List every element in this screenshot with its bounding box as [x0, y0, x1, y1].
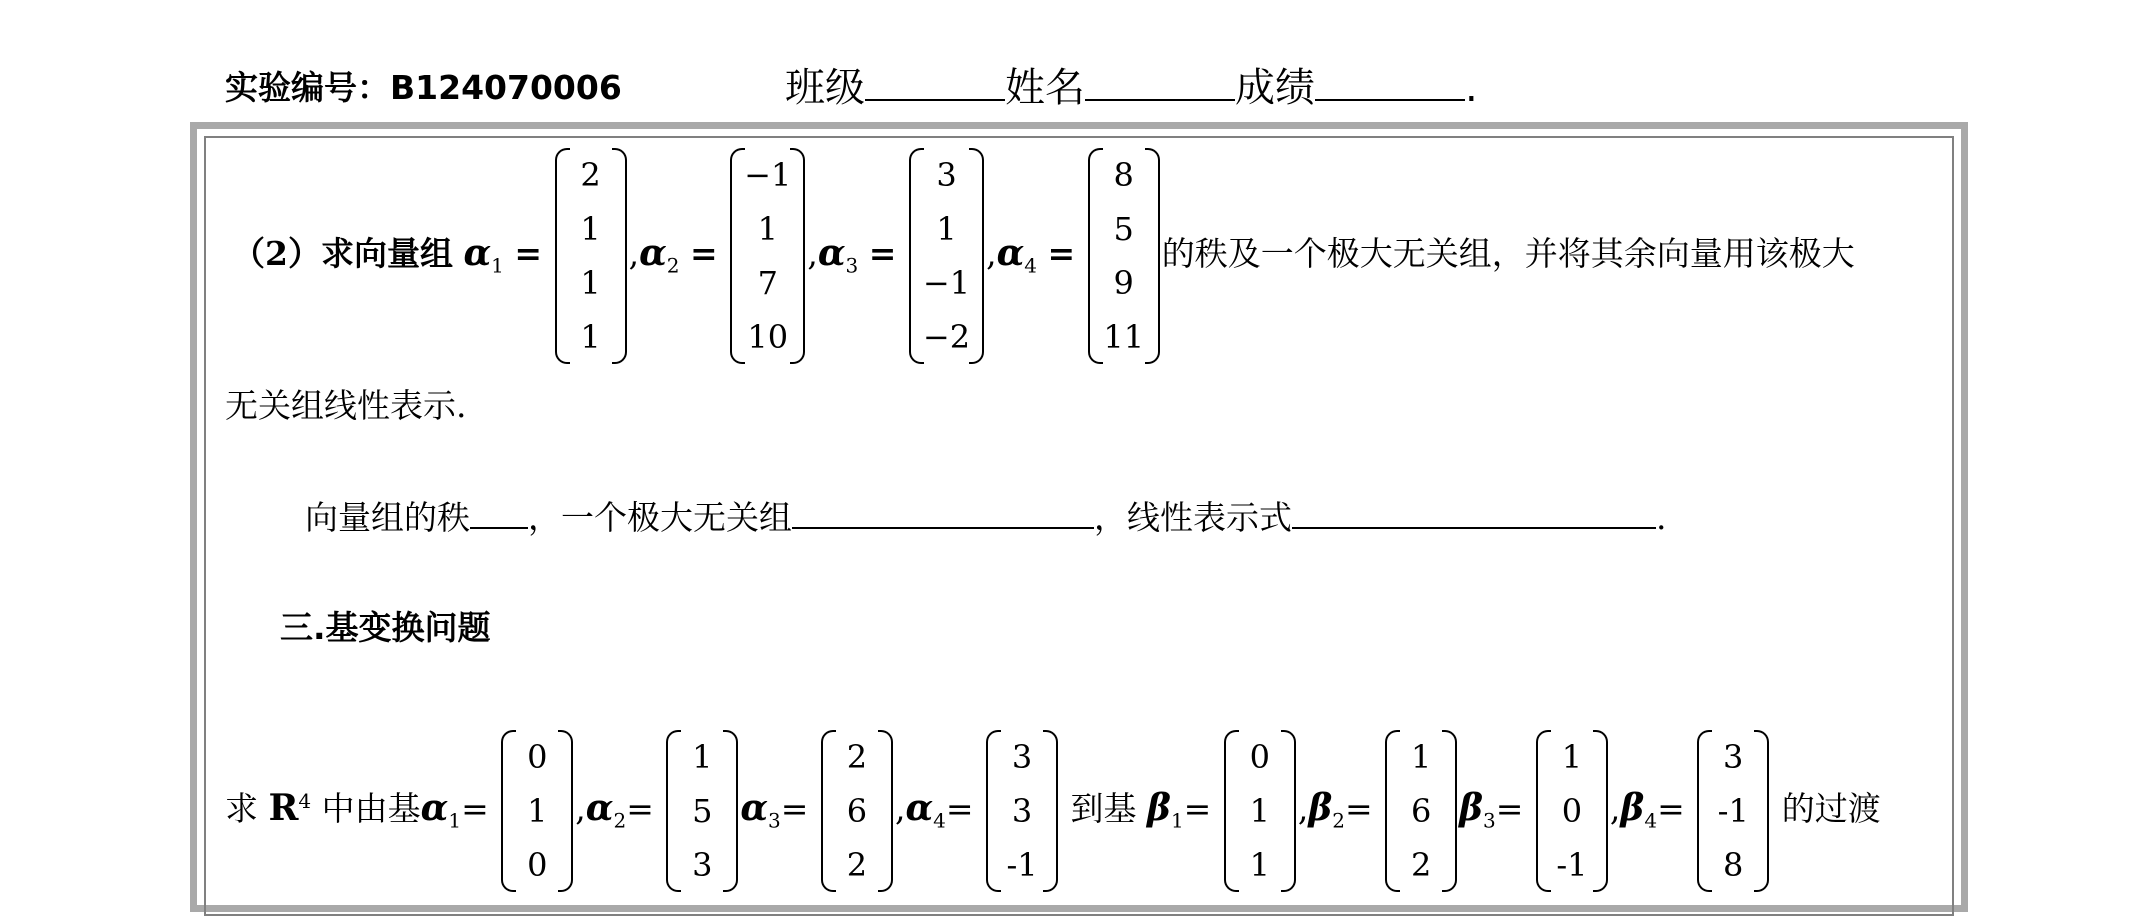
rank-label: 向量组的秩 [305, 498, 470, 537]
equals-sign: = [1657, 789, 1685, 828]
comma: , [1609, 789, 1621, 828]
linear-representation-label: ，线性表示式 [1094, 498, 1292, 537]
matrix-entry: −1 [922, 264, 971, 302]
experiment-id: 实验编号：B124070006 [225, 68, 622, 107]
matrix-entry: 5 [692, 792, 713, 830]
beta4-symbol: β [1620, 787, 1645, 829]
matrix-entry: 3 [936, 156, 957, 194]
beta2-sub: 2 [1332, 808, 1345, 833]
header-fields [785, 56, 1478, 113]
max-independent-label: ，一个极大无关组 [528, 498, 792, 537]
problem2-line2: 无关组线性表示. [225, 386, 467, 425]
max-independent-blank[interactable] [792, 497, 1094, 529]
equals-sign: = [514, 234, 543, 273]
problem3-line1 [225, 730, 1881, 892]
matrix-entry: −1 [744, 156, 792, 194]
page-header [225, 56, 2125, 116]
alpha2-symbol: α [585, 787, 614, 829]
equals-sign: = [868, 234, 897, 273]
problem2-suffix: 的秩及一个极大无关组，并将其余向量用该极大 [1161, 234, 1855, 273]
matrix-entry: 1 [936, 210, 957, 248]
comma: , [575, 789, 586, 828]
beta2-symbol: β [1308, 787, 1333, 829]
R-superscript: 4 [298, 789, 312, 813]
beta4-basis-vector [1697, 730, 1769, 892]
matrix-entry: 3 [692, 846, 713, 884]
alpha3-sub: 3 [845, 253, 859, 278]
comma: , [807, 234, 818, 273]
matrix-entry: 1 [1410, 738, 1432, 776]
name-blank[interactable] [1085, 59, 1235, 101]
beta3-symbol: β [1459, 787, 1484, 829]
score-label: 成绩 [1235, 65, 1315, 111]
matrix-entry: 1 [1249, 846, 1270, 884]
matrix-entry: 2 [846, 738, 868, 776]
matrix-entry: 3 [1011, 738, 1033, 776]
matrix-entry: 8 [1723, 846, 1744, 884]
alpha4-symbol: α [996, 232, 1025, 274]
rank-blank[interactable] [470, 497, 528, 529]
alpha4-sub: 4 [1024, 253, 1038, 278]
matrix-entry: 1 [580, 210, 601, 248]
matrix-entry: 3 [1723, 738, 1744, 776]
alpha1-sub: 1 [448, 808, 462, 833]
beta1-symbol: β [1147, 787, 1171, 829]
matrix-entry: 2 [846, 846, 868, 884]
header-end-dot: . [1465, 65, 1478, 111]
alpha3-basis-vector [821, 730, 893, 892]
matrix-entry: 1 [692, 738, 713, 776]
matrix-entry: 1 [1249, 792, 1270, 830]
alpha3-vector [909, 148, 984, 364]
alpha2-symbol: α [639, 232, 667, 274]
alpha1-sub: 1 [491, 253, 504, 278]
matrix-entry: 6 [846, 792, 868, 830]
alpha3-symbol: α [740, 787, 769, 829]
comma: , [628, 234, 640, 273]
answer-end: . [1656, 498, 1667, 537]
alpha4-vector [1088, 148, 1160, 364]
matrix-entry: 2 [1410, 846, 1432, 884]
matrix-entry: 0 [1249, 738, 1270, 776]
matrix-entry: -1 [1556, 846, 1588, 884]
section3-title: 三.基变换问题 [280, 608, 491, 647]
matrix-entry: −2 [922, 318, 971, 356]
matrix-entry: 0 [527, 846, 548, 884]
equals-sign: = [1047, 234, 1076, 273]
problem3-suffix: 的过渡 [1781, 789, 1881, 828]
to-basis-text: 到基 [1070, 789, 1137, 828]
class-label: 班级 [785, 65, 865, 111]
name-label: 姓名 [1005, 65, 1085, 111]
matrix-entry: 6 [1410, 792, 1432, 830]
matrix-entry: -1 [1717, 792, 1749, 830]
matrix-entry: 5 [1113, 210, 1134, 248]
alpha2-basis-vector [666, 730, 738, 892]
comma: , [894, 789, 906, 828]
R-symbol: R [268, 787, 299, 829]
alpha2-vector [730, 148, 805, 364]
equals-sign: = [1495, 789, 1524, 828]
beta1-sub: 1 [1170, 808, 1184, 833]
alpha1-vector [555, 148, 627, 364]
alpha4-basis-vector [986, 730, 1058, 892]
equals-sign: = [626, 789, 654, 828]
comma: , [1297, 789, 1309, 828]
alpha3-symbol: α [817, 232, 846, 274]
matrix-entry: 8 [1113, 156, 1134, 194]
matrix-entry: 1 [580, 318, 601, 356]
alpha2-sub: 2 [613, 808, 627, 833]
problem2-prefix: （2）求向量组 [232, 234, 453, 273]
beta3-sub: 3 [1483, 808, 1496, 833]
matrix-entry: 1 [527, 792, 548, 830]
matrix-entry: 9 [1113, 264, 1134, 302]
matrix-entry: 10 [747, 318, 789, 356]
problem2-line1 [232, 148, 1855, 364]
equals-sign: = [780, 789, 809, 828]
beta4-sub: 4 [1644, 808, 1658, 833]
linear-representation-blank[interactable] [1292, 497, 1656, 529]
matrix-entry: 0 [527, 738, 548, 776]
comma: , [986, 234, 997, 273]
beta1-basis-vector [1224, 730, 1296, 892]
equals-sign: = [690, 234, 718, 273]
matrix-entry: 1 [757, 210, 778, 248]
alpha2-sub: 2 [666, 253, 680, 278]
alpha1-basis-vector [501, 730, 573, 892]
equals-sign: = [1344, 789, 1373, 828]
alpha4-sub: 4 [933, 808, 946, 833]
alpha1-symbol: α [463, 232, 492, 274]
matrix-entry: 7 [757, 264, 778, 302]
class-blank[interactable] [865, 59, 1005, 101]
matrix-entry: 1 [1561, 738, 1583, 776]
alpha3-sub: 3 [768, 808, 781, 833]
equals-sign: = [945, 789, 974, 828]
alpha4-symbol: α [905, 787, 934, 829]
matrix-entry: 2 [580, 156, 601, 194]
answer-line [305, 492, 1667, 539]
equals-sign: = [461, 789, 489, 828]
score-blank[interactable] [1315, 59, 1465, 101]
matrix-entry: 1 [580, 264, 601, 302]
alpha1-symbol: α [420, 787, 449, 829]
problem3-prefix: 求 [225, 789, 258, 828]
equals-sign: = [1183, 789, 1212, 828]
matrix-entry: 11 [1103, 318, 1145, 356]
problem3-mid-text: 中由基 [321, 789, 421, 828]
beta3-basis-vector [1536, 730, 1608, 892]
beta2-basis-vector [1385, 730, 1457, 892]
matrix-entry: 3 [1011, 792, 1033, 830]
matrix-entry: -1 [1006, 846, 1038, 884]
matrix-entry: 0 [1561, 792, 1583, 830]
